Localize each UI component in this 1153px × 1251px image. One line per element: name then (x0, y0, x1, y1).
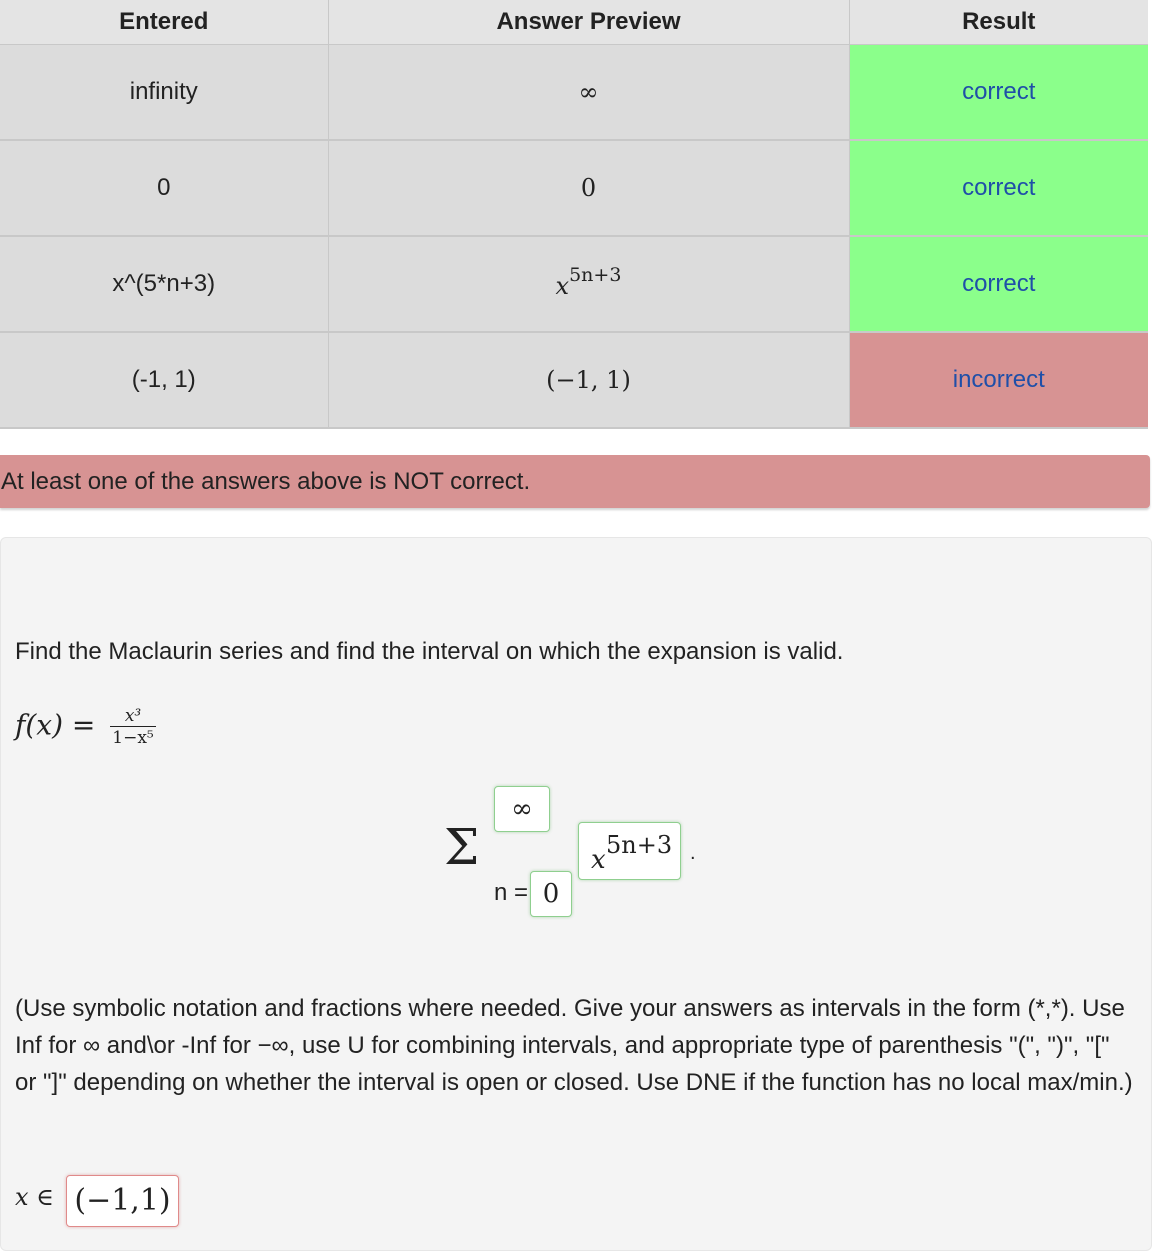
preview-cell: ∞ (328, 45, 849, 141)
entered-cell: x^(5*n+3) (0, 236, 328, 332)
function-fraction (110, 706, 155, 748)
preview-base: x (555, 272, 570, 300)
sum-index-label: n = (494, 879, 529, 906)
function-definition (15, 706, 156, 748)
problem-panel (0, 537, 1152, 1251)
table-row (0, 140, 1148, 236)
entered-cell: (-1, 1) (0, 332, 328, 428)
function-lhs: f(x) = (15, 708, 96, 742)
preview-cell (328, 236, 849, 332)
sum-lower-limit-input[interactable]: 0 (530, 871, 572, 917)
instructions-text: (Use symbolic notation and fractions where needed. Give your answers as intervals in the form (*,*). Use Inf for ∞ and\or -Inf for −∞, use U for combining intervals, and appropriate type of parenthesis "(", ")", "[" or "]" depending on whether the interval is open or closed. Use DNE if the function has no local max/min.) (15, 995, 1133, 1096)
incorrect-alert (0, 455, 1150, 508)
interval-label (15, 1183, 54, 1211)
table-row (0, 45, 1148, 141)
result-cell: correct (849, 140, 1148, 236)
series-term-input[interactable] (578, 822, 681, 880)
term-exponent: 5n+3 (606, 831, 673, 859)
header-result: Result (849, 0, 1148, 45)
entered-cell: infinity (0, 45, 328, 141)
preview-exponent: 5n+3 (569, 264, 622, 286)
sigma-symbol: Σ (444, 818, 480, 876)
interval-input[interactable]: (−1,1) (66, 1175, 179, 1227)
function-numerator: x³ (124, 706, 142, 726)
entered-cell: 0 (0, 140, 328, 236)
preview-cell: (−1, 1) (328, 332, 849, 428)
term-base: x (591, 845, 606, 875)
header-answer-preview: Answer Preview (328, 0, 849, 45)
answers-table (0, 0, 1148, 429)
sum-upper-limit-input[interactable]: ∞ (494, 786, 550, 832)
period: . (690, 842, 696, 864)
function-denominator: 1−x⁵ (112, 728, 154, 748)
result-cell: correct (849, 236, 1148, 332)
preview-cell: 0 (328, 140, 849, 236)
table-row (0, 236, 1148, 332)
result-cell: correct (849, 45, 1148, 141)
table-header-row (0, 0, 1148, 45)
header-entered: Entered (0, 0, 328, 45)
result-cell: incorrect (849, 332, 1148, 428)
table-row (0, 332, 1148, 428)
alert-message: At least one of the answers above is NOT correct. (1, 468, 531, 495)
problem-intro: Find the Maclaurin series and find the interval on which the expansion is valid. (15, 638, 844, 665)
interval-label-text: x ∈ (15, 1183, 54, 1211)
